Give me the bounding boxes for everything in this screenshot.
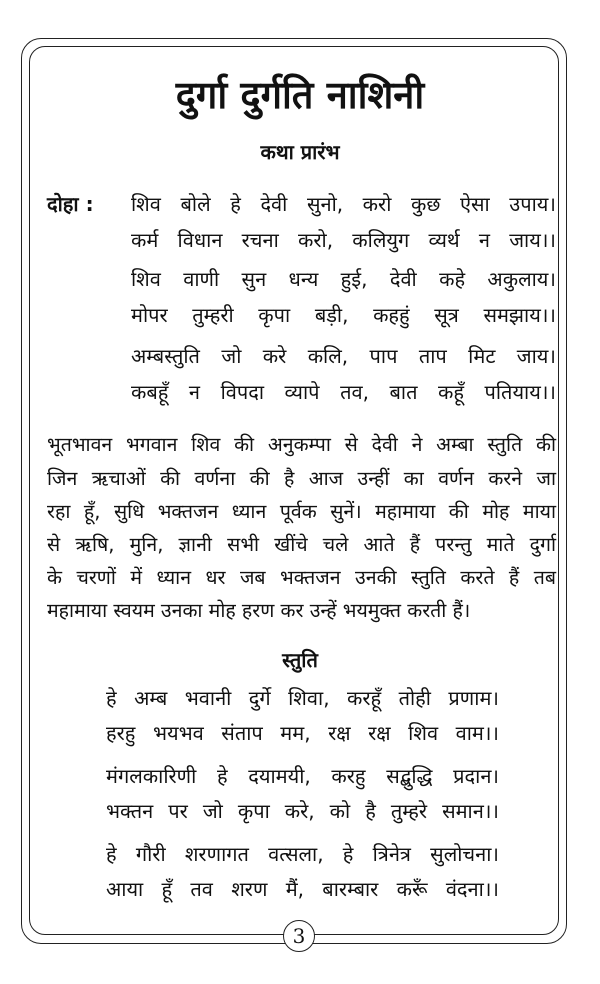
doha-line: कर्म विधान रचना करो, कलियुग व्यर्थ न जाय।। [131, 228, 556, 252]
paragraph-line: के चरणों में ध्यान धर जब भक्तजन उनकी स्तुति करते हैं तब [47, 566, 556, 589]
paragraph-line: भूतभावन भगवान शिव की अनुकम्पा से देवी ने अम्बा स्तुति की [47, 433, 556, 456]
paragraph-line: जिन ऋचाओं की वर्णना की है आज उन्हीं का वर्णन करने जा [47, 467, 556, 490]
stuti-line: हे गौरी शरणागत वत्सला, हे त्रिनेत्र सुलोचना। [106, 842, 499, 866]
paragraph-line: महामाया स्वयम उनका मोह हरण कर उन्हें भयमुक्त करती हैं। [47, 599, 471, 622]
stuti-line: मंगलकारिणी हे दयामयी, करहु सद्बुद्धि प्रदान। [106, 764, 499, 788]
doha-label: दोहा : [47, 192, 94, 216]
doha-line: अम्बस्तुति जो करे कलि, पाप ताप मिट जाय। [131, 344, 556, 368]
doha-line: शिव वाणी सुन धन्य हुई, देवी कहे अकुलाय। [131, 267, 556, 291]
doha-line: शिव बोले हे देवी सुनो, करो कुछ ऐसा उपाय। [131, 192, 556, 216]
paragraph-line: से ऋषि, मुनि, ज्ञानी सभी खींचे चले आते हैं परन्तु माते दुर्गा [47, 533, 556, 556]
stuti-line: आया हूँ तव शरण मैं, बारम्बार करूँ वंदना।। [106, 877, 499, 901]
section-heading-katha: कथा प्रारंभ [260, 140, 340, 164]
stuti-line: हरहु भयभव संताप मम, रक्ष रक्ष शिव वाम।। [106, 721, 499, 745]
doha-line: मोपर तुम्हरी कृपा बड़ी, कहहुं सूत्र समझाय।। [131, 303, 556, 327]
stuti-line: भक्तन पर जो कृपा करे, को है तुम्हरे समान।। [106, 799, 499, 823]
page-number: 3 [283, 920, 315, 952]
doha-line: कबहूँ न विपदा व्यापे तव, बात कहूँ पतियाय।। [131, 380, 556, 404]
page-title: दुर्गा दुर्गति नाशिनी [175, 73, 425, 117]
paragraph-line: रहा हूँ, सुधि भक्तजन ध्यान पूर्वक सुनें। महामाया की मोह माया [47, 500, 556, 523]
stuti-line: हे अम्ब भवानी दुर्गे शिवा, करहूँ तोही प्रणाम। [106, 686, 499, 710]
section-heading-stuti: स्तुति [282, 648, 318, 672]
